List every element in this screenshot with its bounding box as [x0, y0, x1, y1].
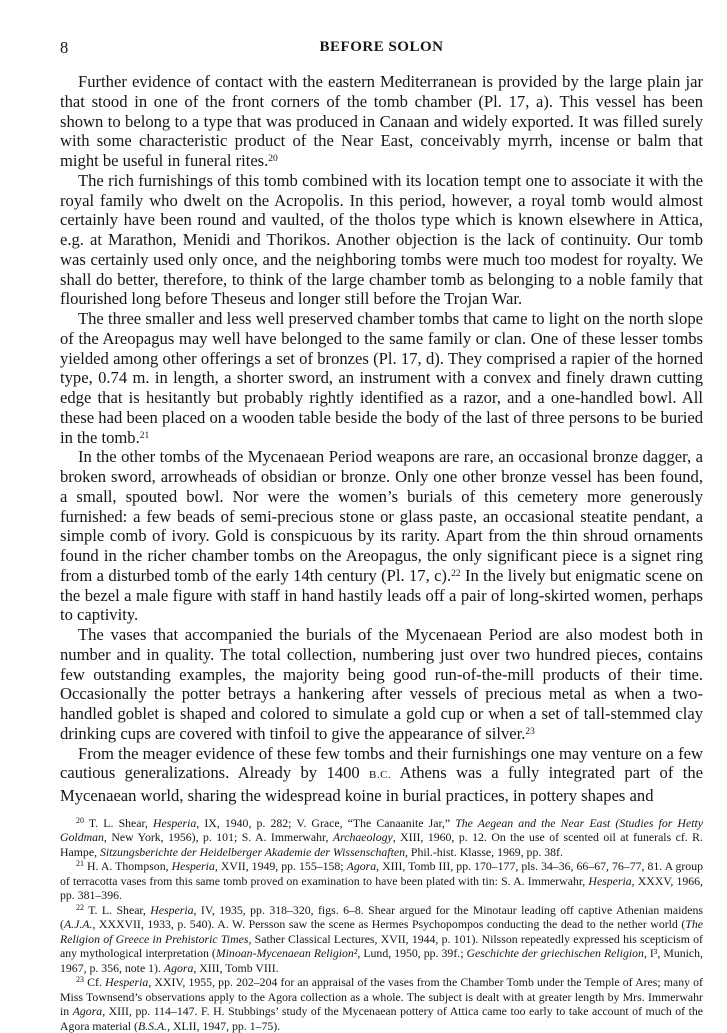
text-run: Cf.	[84, 975, 106, 990]
footnote	[60, 859, 703, 903]
text-run: The three smaller and less well preserved chamber tombs that came to light on the north slope of the Areopagus may well have belonged to the same family or clan. One of these lesser tombs yielded among other offerings a set of bronzes (Pl. 17, d). They comprised a rapier of the horned type, 0.74 m. in length, a shorter sword, an instrument with a convex and finely drawn cutting edge that is hesitantly but probably rightly identified as a razor, and a one-handled bowl. All these had been placed on a wooden table beside the body of the last of three persons to be buried in the tomb.	[60, 309, 703, 447]
text-run: , XIII, 1960, p. 12. On the use of scented oil at funerals cf. R. Hampe,	[60, 830, 704, 859]
footnote-ref: 22	[76, 902, 84, 912]
text-run: In the lively but enigmatic scene on the bezel a male figure with staff in hand hastily leads off a pair of long-skirted women, perhaps to captivity.	[60, 565, 703, 625]
italic-text: Archaeology	[332, 830, 393, 845]
italic-text: Agora	[72, 1004, 103, 1019]
text-run: , XIII, Tomb III, pp. 170–177, pls. 34–36, 66–67, 76–77, 81. A group of terracotta vases from this same tomb proved on examination to have been plated with tin: S. A. Immerwahr,	[60, 859, 703, 888]
running-head: BEFORE SOLON	[319, 39, 444, 55]
paragraph	[60, 309, 703, 447]
footnote-ref: 20	[76, 815, 84, 825]
footnote-ref: 22	[451, 568, 461, 579]
text-run: In the other tombs of the Mycenaean Period weapons are rare, an occasional bronze dagger, a broken sword, arrowheads of obsidian or bronze. Only one other bronze vessel has been found, a small, spouted bowl. Nor were the women’s burials of this cemetery more generously furnished: a few beads of semi-precious stone or glass paste, an occasional steatite pendant, a simple comb of ivory. Gold is conspicuous by its rarity. Apart from the thin shroud ornaments found in the richer chamber tombs on the Areopagus, the only significant piece is a signet ring from a disturbed tomb of the early 14th century (Pl. 17, c).	[60, 447, 703, 585]
italic-text: The Aegean and the Near East (Studies for Hetty Goldman	[60, 815, 703, 845]
italic-text: Hesperia	[171, 859, 215, 874]
italic-text: Sitzungsberichte der Heidelberger Akademie der Wissenschaften	[99, 844, 405, 859]
footnote-ref: 21	[76, 859, 84, 869]
text-run: , Lund, 1950, pp. 39f.;	[357, 946, 467, 961]
text-run: , XVII, 1949, pp. 155–158;	[214, 859, 347, 874]
italic-text: Agora	[163, 960, 194, 975]
text-run: The vases that accompanied the burials of the Mycenaean Period are also modest both in number and in quality. The total collection, numbering just over two hundred pieces, contains few outstanding examples, the majority being good run-of-the-mill products of their time. Occasionally the potter betrays a hankering after vessels of precious metal as when a two-handled goblet is shaped and colored to simulate a gold cup or when a set of tall-stemmed clay drinking cups are covered with tinfoil to give the appearance of silver.	[60, 625, 703, 743]
small-caps-text: B.C.	[369, 769, 392, 782]
text-run: , XXXV, 1966, pp. 381–396.	[60, 873, 703, 903]
paragraph	[60, 744, 703, 806]
page-number: 8	[60, 38, 69, 57]
text-run: The rich furnishings of this tomb combined with its location tempt one to associate it with the royal family who dwelt on the Acropolis. In this period, however, a royal tomb would almost certainly have been round and vaulted, of the tholos type which is known elsewhere in Attica, e.g. at Marathon, Menidi and Thorikos. Another objection is the lack of continuity. Our tomb was certainly used only once, and the neighboring tombs were much too modest for royalty. We shall do better, therefore, to think of the large chamber tomb as belonging to a noble family that flourished long before Theseus and longer still before the Trojan War.	[60, 170, 703, 309]
italic-text: B.S.A.	[137, 1018, 168, 1033]
italic-text: Geschichte der griechischen Religion	[466, 946, 644, 961]
text-run: , Sather Classical Lectures, XVII, 1944, p. 101). Nilsson repeatedly expressed his scepticism of any mythological interpretation (	[60, 931, 703, 961]
paragraph	[60, 72, 703, 171]
text-run: , XLII, 1947, pp. 1–75).	[167, 1018, 281, 1033]
text-run: From the meager evidence of these few tombs and their furnishings one may venture on a few cautious generalizations. Already by 1400	[60, 743, 703, 783]
italic-text: Hesperia	[588, 873, 632, 888]
footnote	[60, 975, 703, 1033]
body-text	[60, 72, 703, 806]
text-run: T. L. Shear,	[84, 815, 154, 830]
footnote-ref: 23	[76, 975, 84, 985]
italic-text: Agora	[346, 859, 377, 874]
italic-text: A.J.A.	[63, 917, 93, 932]
footnote	[60, 903, 703, 976]
text-run: , XXXVII, 1933, p. 540). A. W. Persson saw the scene as Hermes Psychopompos conducting the dead to the nether world (	[92, 917, 686, 932]
footnote-ref: 23	[525, 726, 535, 737]
italic-text: Hesperia	[153, 815, 197, 830]
footnote-ref: 21	[139, 430, 150, 441]
text-run: , XXIV, 1955, pp. 202–204 for an appraisal of the vases from the Chamber Tomb under the Temple of Ares; many of Miss Townsend’s observations apply to the Agora collection as a whole. The subject is dealt with at greater length by Mrs. Immerwahr in	[60, 975, 703, 1019]
text-run: , XIII, pp. 114–147. F. H. Stubbings’ study of the Mycenaean pottery of Attica came too early to take account of much of the Agora material (	[60, 1004, 703, 1033]
page-header	[60, 0, 703, 68]
text-run: T. L. Shear,	[84, 902, 151, 917]
text-run: , XIII, Tomb VIII.	[193, 960, 279, 975]
paragraph	[60, 625, 703, 744]
text-run: , IV, 1935, pp. 318–320, figs. 6–8. Shear argued for the Minotaur leading off captive Athenian maidens (	[60, 902, 703, 932]
paragraph	[60, 447, 703, 625]
text-run: Athens was a fully integrated part of the Mycenaean world, sharing the widespread koine in burial practices, in pottery shapes and	[60, 763, 703, 805]
text-run: , IX, 1940, p. 282; V. Grace, “The Canaanite Jar,”	[196, 815, 456, 830]
paragraph	[60, 171, 703, 309]
footnote	[60, 816, 703, 860]
text-run: Further evidence of contact with the eastern Mediterranean is provided by the large plain jar that stood in one of the front corners of the tomb chamber (Pl. 17, a). This vessel has been shown to belong to a type that was produced in Canaan and widely exported. It was filled surely with some characteristic product of the Near East, conceivably myrrh, incense or balm that might be useful in funeral rites.	[60, 72, 703, 170]
text-run: , I³, Munich, 1967, p. 356, note 1).	[60, 946, 703, 975]
italic-text: Minoan-Mycenaean Religion²	[215, 946, 358, 961]
footnotes	[60, 816, 703, 1033]
italic-text: Hesperia	[105, 975, 149, 990]
italic-text: The Religion of Greece in Prehistoric Times	[60, 917, 703, 946]
text-run: , Phil.-hist. Klasse, 1969, pp. 38f.	[404, 844, 563, 859]
text-run: H. A. Thompson,	[84, 859, 172, 874]
italic-text: Hesperia	[150, 902, 194, 917]
text-run: , New York, 1956), p. 101; S. A. Immerwahr,	[103, 830, 333, 845]
footnote-ref: 20	[268, 154, 278, 164]
